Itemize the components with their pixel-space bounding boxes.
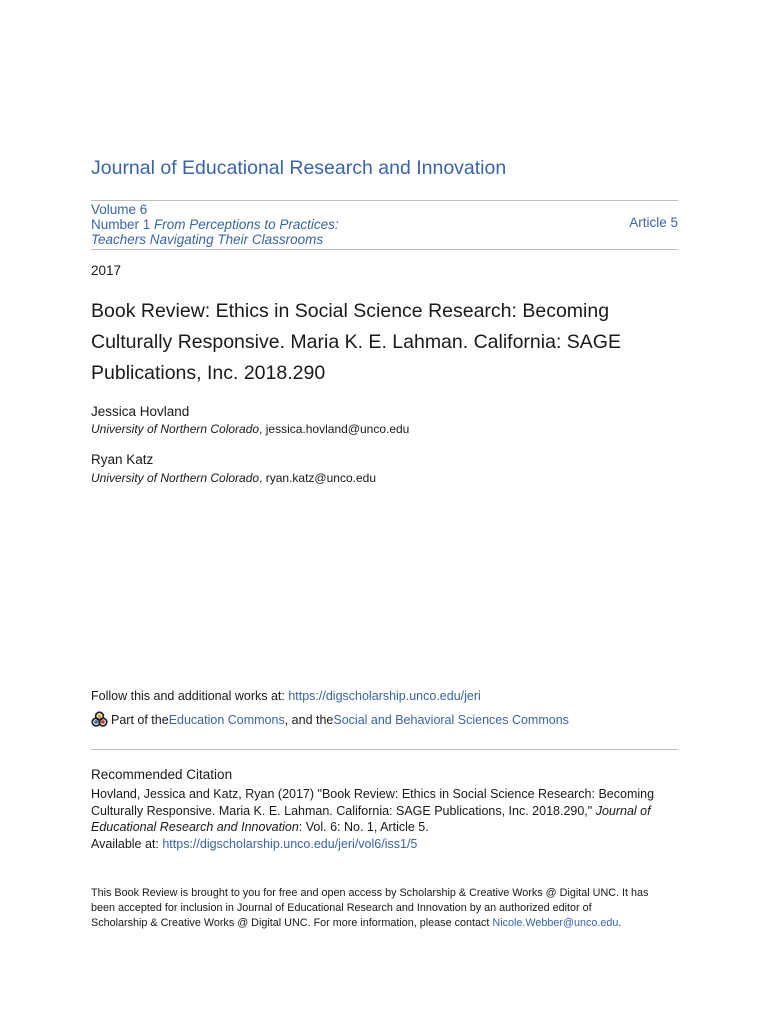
- issue-title-line1: From Perceptions to Practices:: [154, 217, 339, 232]
- part-of-line: [91, 711, 569, 728]
- footer-line-3: [91, 916, 678, 931]
- author-affiliation: [91, 422, 409, 436]
- author-name: Ryan Katz: [91, 452, 154, 467]
- author-institution: University of Northern Colorado: [91, 471, 260, 485]
- author-institution: University of Northern Colorado: [91, 422, 260, 436]
- article-link[interactable]: Article 5: [629, 215, 678, 230]
- follow-text: Follow this and additional works at:: [91, 689, 289, 703]
- author-email: , jessica.hovland@unco.edu: [259, 422, 410, 436]
- contact-email-link[interactable]: Nicole.Webber@unco.edu: [492, 917, 619, 929]
- top-divider: [91, 200, 678, 201]
- part-of-prefix: Part of the: [111, 712, 169, 727]
- citation-line-1: Hovland, Jessica and Katz, Ryan (2017) "Book Review: Ethics in Social Science Research: Becoming: [91, 787, 655, 801]
- citation-journal-italic: Educational Research and Innovation: [91, 820, 299, 835]
- volume-link[interactable]: Volume 6: [91, 202, 148, 217]
- footer-notice: [91, 886, 678, 931]
- citation-text: Culturally Responsive. Maria K. E. Lahman. California: SAGE Publications, Inc. 2018.290,": [91, 803, 596, 818]
- citation-body: [91, 786, 678, 853]
- title-line-3: Publications, Inc. 2018.290: [91, 362, 326, 384]
- footer-period: .: [618, 917, 622, 929]
- title-line-2: Culturally Responsive. Maria K. E. Lahman. California: SAGE: [91, 331, 621, 353]
- citation-line-3: [91, 819, 678, 836]
- issue-info: [91, 202, 678, 247]
- citation-divider: [91, 749, 678, 750]
- citation-available: [91, 836, 678, 853]
- part-of-middle: , and the: [284, 712, 334, 727]
- author-affiliation: [91, 471, 376, 485]
- cover-page: [91, 0, 678, 1024]
- social-behavioral-commons-link[interactable]: Social and Behavioral Sciences Commons: [333, 712, 569, 727]
- article-url-link[interactable]: https://digscholarship.unco.edu/jeri/vol6/iss1/5: [162, 837, 418, 852]
- author-email: , ryan.katz@unco.edu: [259, 471, 376, 485]
- journal-url-link[interactable]: https://digscholarship.unco.edu/jeri: [288, 689, 481, 703]
- journal-title-link[interactable]: Journal of Educational Research and Innovation: [91, 157, 507, 179]
- citation-journal-italic: Journal of: [595, 803, 651, 818]
- citation-heading: Recommended Citation: [91, 767, 233, 782]
- network-commons-icon: [91, 711, 108, 728]
- issue-divider: [91, 249, 678, 250]
- available-label: Available at:: [91, 837, 163, 852]
- footer-line-1: This Book Review is brought to you for free and open access by Scholarship & Creative Works @ Digital UNC. It has: [91, 887, 649, 899]
- issue-title-line2[interactable]: Teachers Navigating Their Classrooms: [91, 232, 324, 247]
- issue-number-line[interactable]: [91, 217, 678, 232]
- citation-volume: : Vol. 6: No. 1, Article 5.: [298, 820, 429, 835]
- author-name: Jessica Hovland: [91, 404, 190, 419]
- number-label: Number 1: [91, 217, 151, 232]
- title-line-1: Book Review: Ethics in Social Science Research: Becoming: [91, 300, 610, 322]
- citation-line-2: [91, 803, 678, 820]
- article-title: [91, 296, 678, 389]
- footer-line-2: been accepted for inclusion in Journal of Educational Research and Innovation by an authorized editor of: [91, 902, 592, 914]
- follow-line: [91, 689, 481, 703]
- education-commons-link[interactable]: Education Commons: [168, 712, 285, 727]
- publication-year: 2017: [91, 263, 122, 278]
- footer-text: Scholarship & Creative Works @ Digital UNC. For more information, please contact: [91, 917, 493, 929]
